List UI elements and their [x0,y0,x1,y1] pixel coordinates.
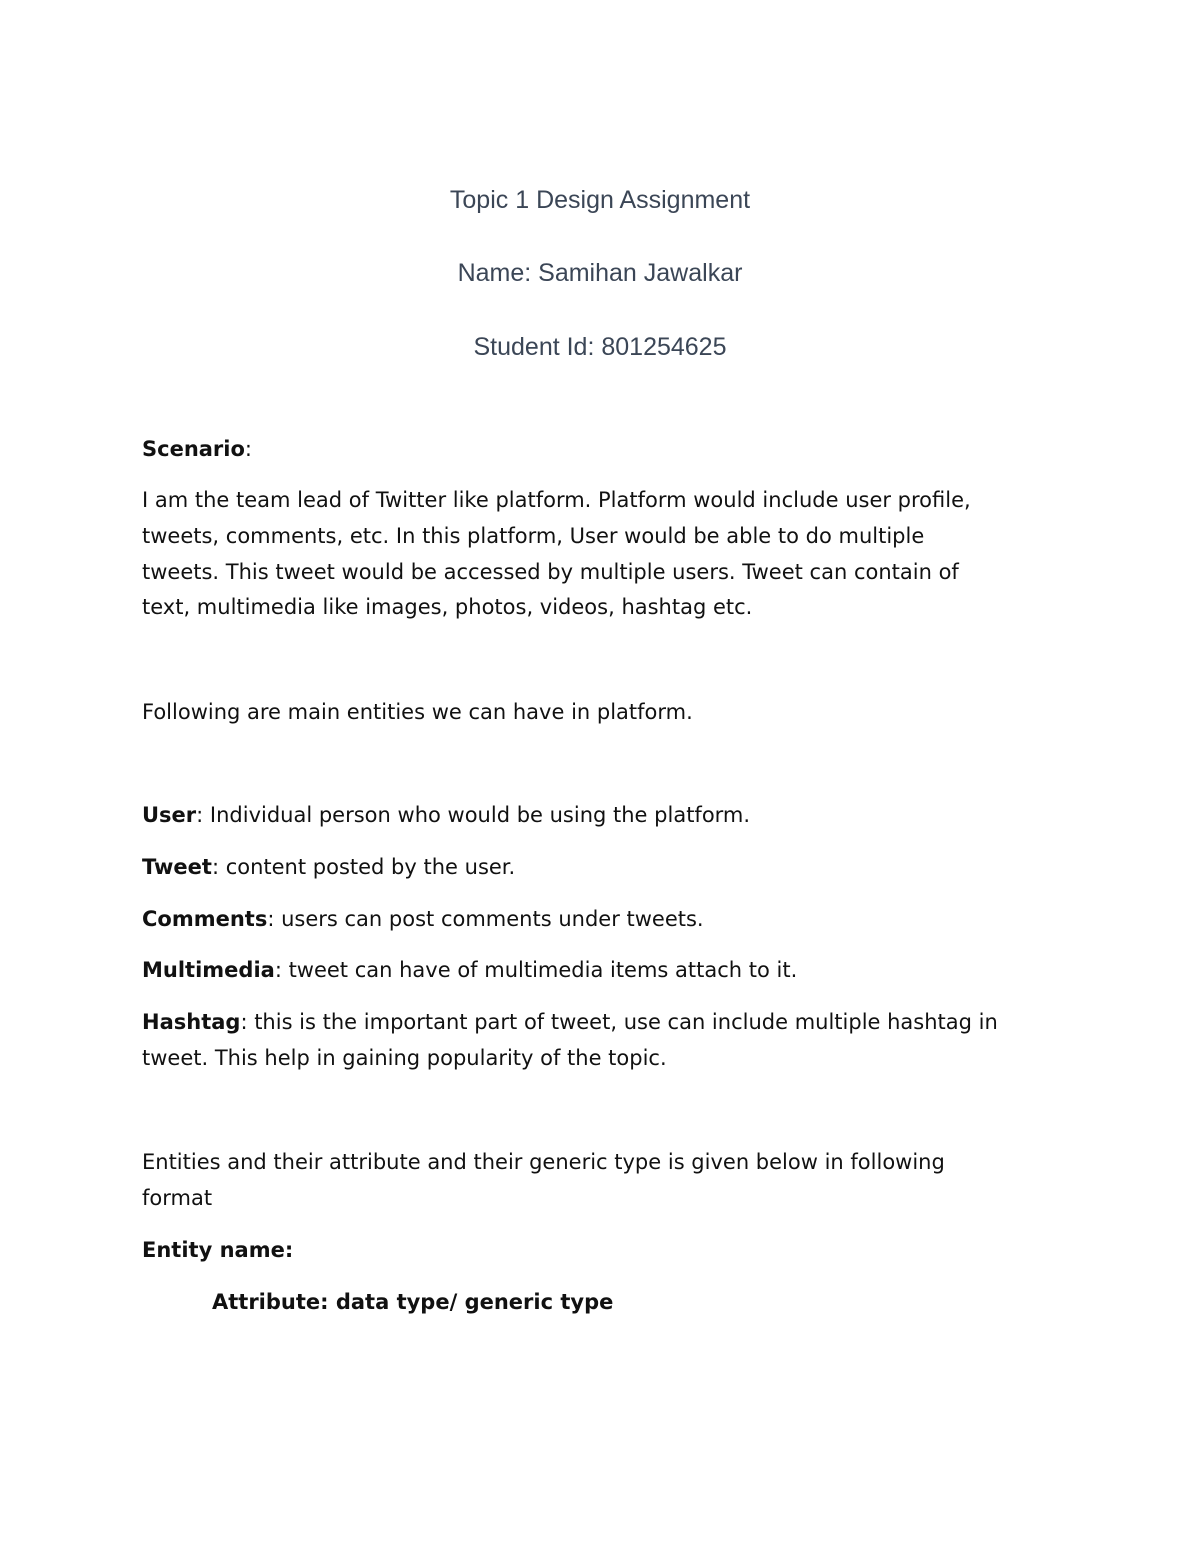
entity-hashtag-continued: tweet. This help in gaining popularity of the topic. [142,1046,667,1070]
entity-description: : tweet can have of multimedia items attach to it. [274,958,798,982]
entity-name: Tweet [142,855,212,879]
entity-tweet [142,849,515,885]
document-title: Topic 1 Design Assignment [449,186,751,214]
entity-hashtag [142,1004,998,1040]
entities-intro: Following are main entities we can have in platform. [142,700,693,724]
scenario-label: Scenario [142,437,245,461]
entity-description: : this is the important part of tweet, use can include multiple hashtag in [240,1010,998,1034]
entity-user [142,797,750,833]
entity-comments [142,901,704,937]
scenario-colon: : [244,437,252,461]
entity-description: : content posted by the user. [211,855,516,879]
scenario-line: I am the team lead of Twitter like platform. Platform would include user profile, [142,488,971,512]
entity-description: : Individual person who would be using the platform. [196,803,751,827]
entity-multimedia [142,952,797,988]
format-intro-line: format [142,1186,213,1210]
format-intro-line: Entities and their attribute and their generic type is given below in following [142,1150,945,1174]
scenario-line: tweets, comments, etc. In this platform, User would be able to do multiple [142,524,925,548]
entity-name: User [142,803,197,827]
author-name: Name: Samihan Jawalkar [457,259,743,287]
entity-name: Comments [142,907,268,931]
entity-description: : users can post comments under tweets. [267,907,704,931]
student-id: Student Id: 801254625 [473,333,727,361]
entity-name: Hashtag [142,1010,241,1034]
scenario-line: text, multimedia like images, photos, videos, hashtag etc. [142,595,753,619]
scenario-line: tweets. This tweet would be accessed by multiple users. Tweet can contain of [142,560,959,584]
format-entity-label: Entity name: [142,1238,294,1262]
scenario-heading [142,431,252,467]
entity-name: Multimedia [142,958,275,982]
format-attribute-label: Attribute: data type/ generic type [212,1290,614,1314]
